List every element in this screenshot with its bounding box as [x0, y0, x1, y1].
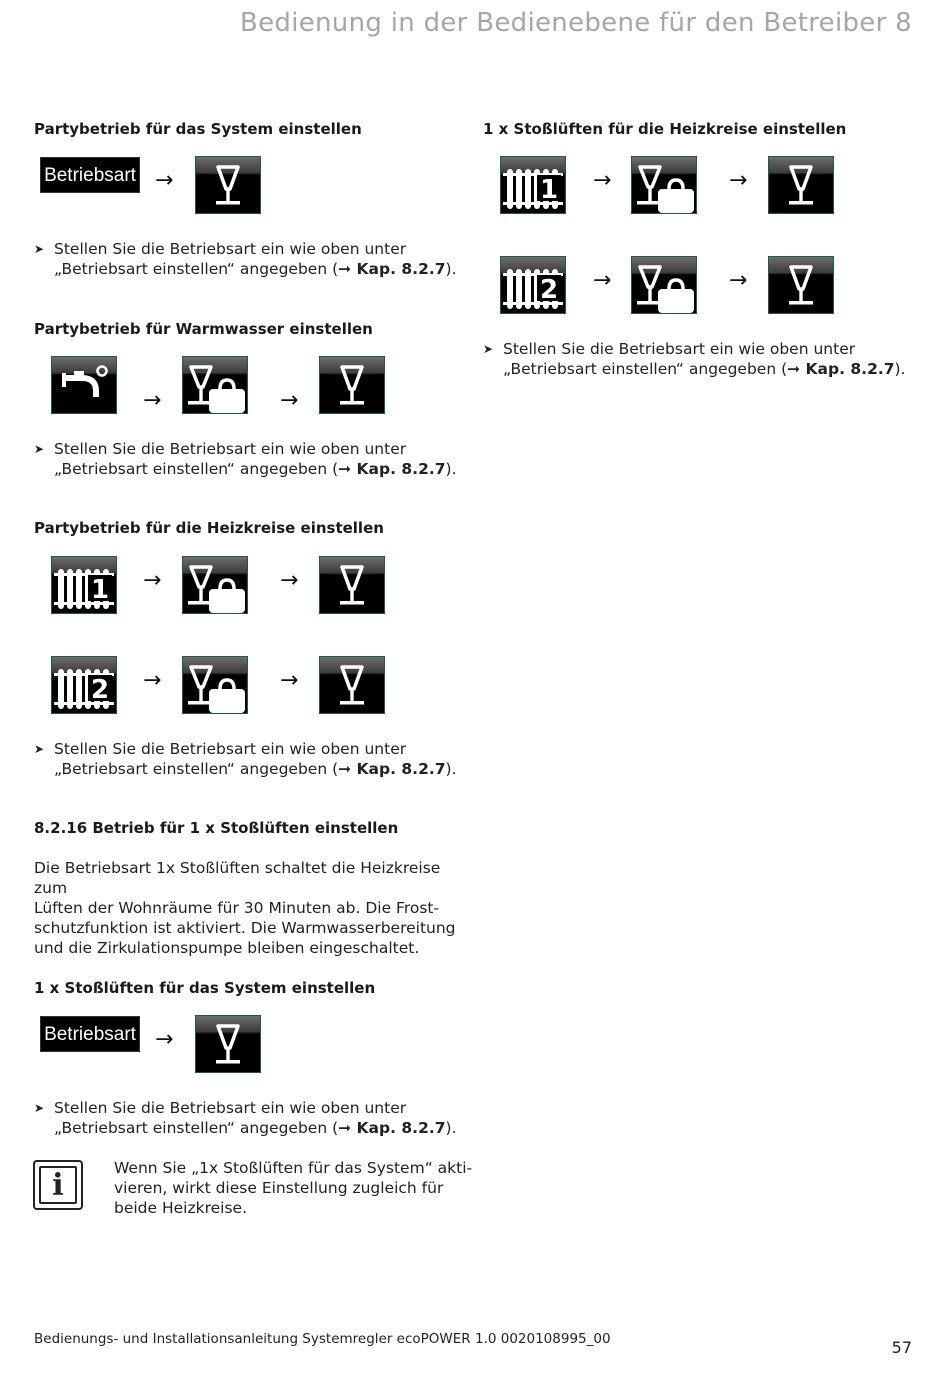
info-note: [114, 1158, 474, 1218]
reference-arrow-icon: ➞: [338, 260, 352, 278]
chapter-reference: Kap. 8.2.7: [805, 360, 895, 378]
chapter-reference: Kap. 8.2.7: [356, 260, 446, 278]
radiator-circuit-1-icon: [500, 156, 566, 214]
paragraph-line: Lüften der Wohnräume für 30 Minuten ab. Die Frost-: [34, 899, 440, 917]
instruction-text: Stellen Sie die Betriebsart ein wie oben unter: [54, 240, 407, 258]
party-glass-icon: [195, 1015, 261, 1073]
instruction-bullet: [34, 1098, 474, 1138]
info-line: beide Heizkreise.: [114, 1199, 248, 1217]
instruction-bullet: [34, 439, 474, 479]
party-glass-icon: [319, 356, 385, 414]
instruction-text: „Betriebsart einstellen“ angegeben (: [54, 260, 339, 278]
party-glass-bag-icon: [182, 356, 248, 414]
arrow-icon: →: [155, 168, 174, 193]
party-glass-icon: [195, 156, 261, 214]
arrow-icon: →: [155, 1027, 174, 1052]
arrow-icon: →: [280, 668, 299, 693]
bullet-arrow-icon: ➤: [34, 242, 45, 256]
party-glass-icon: [768, 156, 834, 214]
chapter-reference: Kap. 8.2.7: [356, 760, 446, 778]
vent-system-heading: 1 x Stoßlüften für das System einstellen: [34, 979, 376, 997]
instruction-text: ).: [445, 760, 457, 778]
section-heading: 8.2.16 Betrieb für 1 x Stoßlüften einstellen: [34, 819, 399, 837]
arrow-icon: →: [729, 268, 748, 293]
arrow-icon: →: [280, 568, 299, 593]
reference-arrow-icon: ➞: [338, 760, 352, 778]
party-glass-bag-icon: [182, 556, 248, 614]
arrow-icon: →: [593, 268, 612, 293]
instruction-bullet: [483, 339, 923, 379]
party-glass-icon: [319, 556, 385, 614]
betriebsart-badge: Betriebsart: [40, 1016, 140, 1052]
radiator-circuit-2-icon: [51, 656, 117, 714]
bullet-arrow-icon: ➤: [34, 1101, 45, 1115]
instruction-text: „Betriebsart einstellen“ angegeben (: [503, 360, 788, 378]
page-number: 57: [891, 1338, 912, 1357]
paragraph-line: und die Zirkulationspumpe bleiben eingeschaltet.: [34, 939, 420, 957]
arrow-icon: →: [280, 388, 299, 413]
info-letter: i: [39, 1166, 77, 1204]
instruction-text: ).: [445, 1119, 457, 1137]
instruction-text: ).: [445, 260, 457, 278]
chapter-reference: Kap. 8.2.7: [356, 460, 446, 478]
radiator-circuit-2-icon: [500, 256, 566, 314]
instruction-text: Stellen Sie die Betriebsart ein wie oben unter: [54, 440, 407, 458]
info-line: vieren, wirkt diese Einstellung zugleich für: [114, 1179, 444, 1197]
instruction-text: Stellen Sie die Betriebsart ein wie oben unter: [54, 740, 407, 758]
betriebsart-badge: Betriebsart: [40, 157, 140, 193]
paragraph-line: schutzfunktion ist aktiviert. Die Warmwasserbereitung: [34, 919, 456, 937]
instruction-bullet: [34, 239, 474, 279]
party-system-heading: Partybetrieb für das System einstellen: [34, 120, 362, 138]
instruction-bullet: [34, 739, 474, 779]
circuit-number-label: 1: [90, 575, 110, 605]
section-paragraph: [34, 858, 474, 958]
info-line: Wenn Sie „1x Stoßlüften für das System“ akti-: [114, 1159, 473, 1177]
party-dhw-heading: Partybetrieb für Warmwasser einstellen: [34, 320, 373, 338]
party-glass-icon: [319, 656, 385, 714]
instruction-text: ).: [894, 360, 906, 378]
reference-arrow-icon: ➞: [787, 360, 801, 378]
instruction-text: „Betriebsart einstellen“ angegeben (: [54, 460, 339, 478]
paragraph-line: Die Betriebsart 1x Stoßlüften schaltet die Heizkreise zum: [34, 859, 441, 897]
party-heating-heading: Partybetrieb für die Heizkreise einstellen: [34, 519, 384, 537]
hot-water-tap-icon: [51, 356, 117, 414]
bullet-arrow-icon: ➤: [34, 742, 45, 756]
instruction-text: ).: [445, 460, 457, 478]
arrow-icon: →: [143, 668, 162, 693]
instruction-text: Stellen Sie die Betriebsart ein wie oben unter: [54, 1099, 407, 1117]
chapter-reference: Kap. 8.2.7: [356, 1119, 446, 1137]
bullet-arrow-icon: ➤: [34, 442, 45, 456]
footer-doc-title: Bedienungs- und Installationsanleitung Systemregler ecoPOWER 1.0 0020108995_00: [34, 1331, 611, 1347]
info-icon: [33, 1160, 83, 1210]
instruction-text: „Betriebsart einstellen“ angegeben (: [54, 760, 339, 778]
arrow-icon: →: [593, 168, 612, 193]
bullet-arrow-icon: ➤: [483, 342, 494, 356]
party-glass-bag-icon: [182, 656, 248, 714]
page-header-title: Bedienung in der Bedienebene für den Betreiber 8: [239, 8, 912, 38]
party-glass-icon: [768, 256, 834, 314]
arrow-icon: →: [143, 568, 162, 593]
circuit-number-label: 2: [90, 675, 110, 705]
arrow-icon: →: [729, 168, 748, 193]
party-glass-bag-icon: [631, 156, 697, 214]
arrow-icon: →: [143, 388, 162, 413]
reference-arrow-icon: ➞: [338, 1119, 352, 1137]
party-glass-bag-icon: [631, 256, 697, 314]
circuit-number-label: 2: [539, 275, 559, 305]
instruction-text: Stellen Sie die Betriebsart ein wie oben unter: [503, 340, 856, 358]
circuit-number-label: 1: [539, 175, 559, 205]
vent-heating-heading: 1 x Stoßlüften für die Heizkreise einstellen: [483, 120, 847, 138]
reference-arrow-icon: ➞: [338, 460, 352, 478]
radiator-circuit-1-icon: [51, 556, 117, 614]
instruction-text: „Betriebsart einstellen“ angegeben (: [54, 1119, 339, 1137]
